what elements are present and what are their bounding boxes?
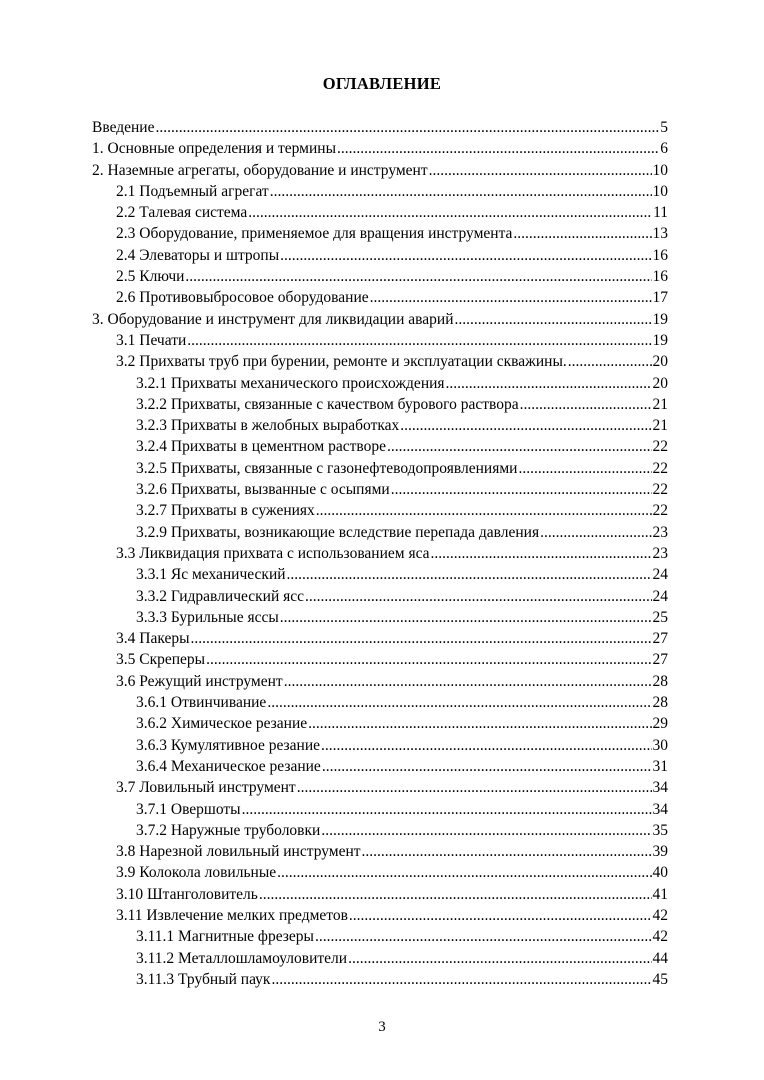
toc-entry [92,436,668,457]
toc-entry-page: 21 [652,395,668,413]
toc-dot-leader [155,117,659,138]
toc-dot-leader [308,713,651,734]
toc-entry [92,266,668,287]
toc-entry-page: 42 [652,906,668,924]
toc-entry [92,862,668,883]
toc-dot-leader [362,841,652,862]
toc-entry-title: 3.11.1 Магнитные фрезеры [136,928,314,946]
toc-entry-page: 10 [652,161,668,179]
toc-entry [92,351,668,372]
toc-entry-title: 3.7 Ловильный инструмент [116,779,296,797]
toc-dot-leader [520,394,652,415]
toc-entry [92,223,668,244]
toc-entry-page: 16 [652,246,668,264]
toc-entry-page: 45 [652,970,668,988]
toc-entry-page: 17 [652,289,668,307]
toc-entry-title: 2.5 Ключи [116,268,185,286]
toc-entry [92,799,668,820]
toc-dot-leader [185,266,651,287]
toc-entry [92,479,668,500]
page-title: ОГЛАВЛЕНИЕ [322,74,442,93]
toc-entry-page: 34 [652,800,668,818]
toc-entry-title: Введение [92,119,155,136]
toc-entry [92,607,668,628]
toc-entry-title: 3.6.3 Кумулятивное резание [136,736,321,754]
toc-entry-title: 3.3.2 Гидравлический ясс [136,587,305,605]
toc-entry-page: 44 [652,949,668,967]
toc-entry [92,671,668,692]
toc-entry [92,160,668,181]
toc-dot-leader [370,287,652,308]
toc-entry-page: 22 [652,438,668,456]
toc-entry-page: 22 [652,481,668,499]
toc-entry-title: 2.6 Противовыбросовое оборудование [116,289,369,307]
toc-entry-title: 2.4 Элеваторы и штропы [116,246,280,264]
toc-entry-page: 13 [652,225,668,243]
toc-entry [92,287,668,308]
toc-entry-title: 3.6.4 Механическое резание [136,757,321,775]
toc-entry-page: 40 [652,864,668,882]
toc-dot-leader [518,458,651,479]
toc-dot-leader [287,564,652,585]
toc-dot-leader [429,160,652,181]
toc-entry-title: 3.2.1 Прихваты механического происхождения [136,374,445,392]
toc-dot-leader [270,181,652,202]
toc-dot-leader [242,799,652,820]
toc-entry [92,905,668,926]
toc-entry-title: 2.1 Подъемный агрегат [116,182,269,200]
toc-entry [92,458,668,479]
toc-entry-page: 31 [652,757,668,775]
toc-dot-leader [248,202,652,223]
toc-dot-leader [277,862,651,883]
toc-entry-title: 3.6.1 Отвинчивание [136,694,267,712]
toc-dot-leader [259,884,652,905]
toc-entry [92,202,668,223]
toc-entry-page: 22 [652,502,668,520]
toc-entry-page: 28 [652,672,668,690]
toc-entry [92,138,668,159]
toc-dot-leader [206,649,651,670]
toc-entry [92,735,668,756]
toc-entry [92,330,668,351]
toc-entry-page: 30 [652,736,668,754]
toc-dot-leader [271,969,651,990]
toc-dot-leader [568,351,652,372]
toc-dot-leader [316,500,652,521]
toc-entry [92,522,668,543]
toc-dot-leader [315,926,652,947]
toc-entry [92,245,668,266]
table-of-contents [92,117,668,990]
toc-entry-title: 3.11.3 Трубный паук [136,970,271,988]
toc-entry [92,415,668,436]
toc-entry-title: 3. Оборудование и инструмент для ликвидации аварий [92,310,454,328]
toc-dot-leader [267,692,651,713]
toc-dot-leader [297,777,652,798]
toc-entry-title: 3.2.5 Прихваты, связанные с газонефтеводопроявлениями [136,459,518,477]
toc-entry-title: 3.2.4 Прихваты в цементном растворе [136,438,386,456]
toc-entry-title: 3.2.9 Прихваты, возникающие вследствие перепада давления [136,523,540,541]
toc-entry-page: 39 [652,843,668,861]
toc-entry-title: 3.1 Печати [116,331,187,349]
toc-entry-title: 3.3 Ликвидация прихвата с использованием яса [116,544,430,562]
toc-entry-page: 23 [652,523,668,541]
toc-entry-title: 2.2 Талевая система [116,204,248,222]
toc-entry-page: 5 [660,119,668,136]
toc-dot-leader [540,522,651,543]
toc-entry [92,309,668,330]
toc-entry [92,500,668,521]
toc-dot-leader [431,543,652,564]
toc-entry-page: 23 [652,544,668,562]
toc-dot-leader [400,415,651,436]
toc-entry-page: 20 [652,374,668,392]
toc-entry-title: 3.3.1 Яс механический [136,566,286,584]
toc-entry-title: 3.2.7 Прихваты в сужениях [136,502,315,520]
toc-entry-title: 3.11 Извлечение мелких предметов [116,906,348,924]
toc-dot-leader [284,671,652,692]
toc-entry-page: 19 [652,331,668,349]
toc-entry-title: 3.10 Штанголовитель [116,885,258,903]
toc-dot-leader [305,586,651,607]
toc-entry-page: 27 [652,630,668,648]
toc-entry [92,649,668,670]
toc-entry-page: 27 [652,651,668,669]
toc-entry-page: 34 [652,779,668,797]
toc-entry [92,628,668,649]
toc-entry-page: 20 [652,353,668,371]
toc-entry-title: 3.9 Колокола ловильные [116,864,277,882]
toc-entry-title: 3.2.2 Прихваты, связанные с качеством бурового раствора [136,395,519,413]
toc-dot-leader [187,330,651,351]
toc-entry-page: 24 [652,587,668,605]
toc-entry-title: 3.8 Нарезной ловильный инструмент [116,843,361,861]
toc-entry [92,820,668,841]
toc-entry-title: 3.2.3 Прихваты в желобных выработках [136,417,400,435]
toc-dot-leader [446,373,652,394]
toc-dot-leader [191,628,652,649]
toc-entry [92,564,668,585]
toc-entry [92,394,668,415]
toc-entry [92,373,668,394]
toc-entry [92,969,668,990]
toc-entry-title: 3.7.2 Наружные труболовки [136,821,321,839]
toc-entry-title: 2.3 Оборудование, применяемое для вращения инструмента [116,225,513,243]
toc-dot-leader [387,436,652,457]
toc-entry [92,841,668,862]
toc-entry-title: 3.6 Режущий инструмент [116,672,283,690]
toc-dot-leader [337,138,659,159]
toc-dot-leader [321,820,651,841]
toc-entry [92,756,668,777]
toc-entry-page: 11 [653,204,668,222]
page-number: 3 [378,1019,386,1035]
toc-entry-page: 28 [652,694,668,712]
toc-dot-leader [513,223,651,244]
toc-entry-page: 35 [652,821,668,839]
toc-entry [92,117,668,138]
toc-entry-page: 42 [652,928,668,946]
toc-dot-leader [391,479,652,500]
toc-entry-title: 3.6.2 Химическое резание [136,715,308,733]
toc-dot-leader [322,756,652,777]
toc-entry [92,884,668,905]
toc-entry-title: 3.2 Прихваты труб при бурении, ремонте и эксплуатации скважины. [116,353,567,371]
toc-entry-title: 3.2.6 Прихваты, вызванные с осыпями [136,481,390,499]
toc-entry-page: 22 [652,459,668,477]
toc-entry-page: 6 [660,140,668,158]
toc-entry-page: 29 [652,715,668,733]
toc-entry-page: 19 [652,310,668,328]
toc-entry-title: 1. Основные определения и термины [92,140,336,158]
toc-entry-title: 3.3.3 Бурильные яссы [136,608,279,626]
toc-entry-title: 3.4 Пакеры [116,630,190,648]
toc-entry [92,713,668,734]
toc-entry-title: 3.5 Скреперы [116,651,206,669]
toc-entry-page: 25 [652,608,668,626]
toc-dot-leader [321,735,651,756]
toc-entry-page: 21 [652,417,668,435]
toc-entry [92,926,668,947]
toc-dot-leader [349,905,652,926]
toc-dot-leader [348,948,651,969]
toc-entry-title: 3.11.2 Металлошламоуловители [136,949,348,967]
toc-entry-title: 2. Наземные агрегаты, оборудование и инструмент [92,161,428,179]
toc-dot-leader [280,607,652,628]
toc-entry [92,948,668,969]
toc-dot-leader [455,309,652,330]
toc-dot-leader [280,245,651,266]
toc-entry [92,543,668,564]
toc-entry [92,586,668,607]
toc-entry [92,692,668,713]
toc-entry-page: 10 [652,182,668,200]
toc-entry-title: 3.7.1 Овершоты [136,800,241,818]
toc-entry-page: 41 [652,885,668,903]
toc-entry [92,777,668,798]
toc-entry-page: 24 [652,566,668,584]
toc-entry [92,181,668,202]
toc-entry-page: 16 [652,268,668,286]
